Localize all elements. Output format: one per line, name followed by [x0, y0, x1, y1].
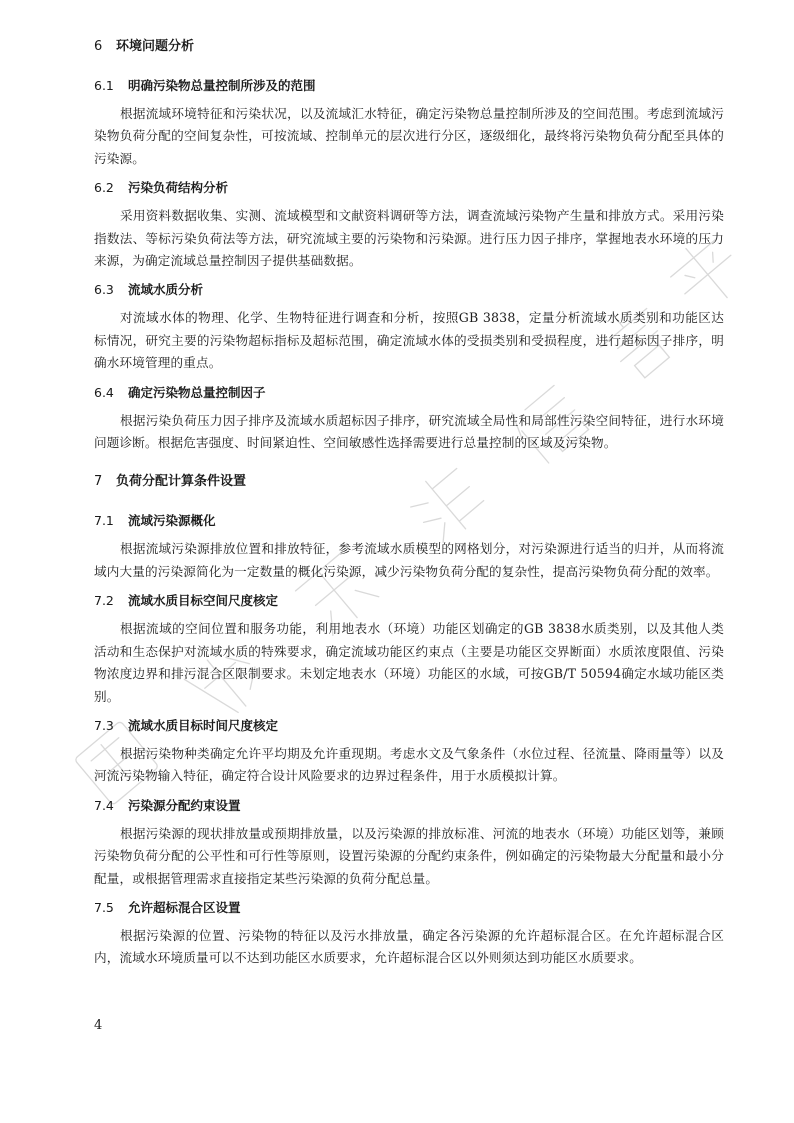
paragraph-6-4: 根据污染负荷压力因子排序及流域水质超标因子排序，研究流域全局性和局部性污染空间特征，进行水环境问题诊断。根据危害强度、时间紧迫性、空间敏感性选择需要进行总量控制的区域及污染物。 — [94, 412, 724, 451]
paragraph-6-3: 对流域水体的物理、化学、生物特征进行调查和分析，按照GB 3838，定量分析流域水质类别和功能区达标情况，研究主要的污染物超标指标及超标范围，确定流域水体的受损类别和受损程度，进行超标因子排序，明确水环境管理的重点。 — [94, 310, 724, 371]
subsection-heading-7-1: 7.1 流域污染源概化 — [94, 513, 216, 529]
page-number: 4 — [94, 1018, 103, 1033]
subsection-heading-7-5: 7.5 允许超标混合区设置 — [94, 899, 241, 915]
paragraph-7-5: 根据污染源的位置、污染物的特征以及污水排放量，确定各污染源的允许超标混合区。在允许超标混合区内，流域水环境质量可以不达到功能区水质要求，允许超标混合区以外则须达到功能区水质要求。 — [94, 927, 724, 966]
paragraph-7-3: 根据污染物种类确定允许平均期及允许重现期。考虑水文及气象条件（水位过程、径流量、降雨量等）以及河流污染物输入特征，确定符合设计风险要求的边界过程条件，用于水质模拟计算。 — [94, 745, 724, 784]
paragraph-7-2: 根据流域的空间位置和服务功能，利用地表水（环境）功能区划确定的GB 3838水质类别，以及其他人类活动和生态保护对流域水质的特殊要求，确定流域功能区约束点（主要是功能区交界断面）水质浓度限值、污染物浓度边界和排污混合区限制要求。未划定地表水（环境）功能区的水域，可按GB/T 50594确定水域功能区类别。 — [94, 621, 724, 704]
subsection-heading-6-3: 6.3 流域水质分析 — [94, 282, 204, 298]
section-heading-6: 6 环境问题分析 — [94, 39, 195, 54]
paragraph-7-4: 根据污染源的现状排放量或预期排放量，以及污染源的排放标准、河流的地表水（环境）功能区划等，兼顾污染物负荷分配的公平性和可行性等原则，设置污染源的分配约束条件，例如确定的污染物最大分配量和最小分配量，或根据管理需求直接指定某些污染源的负荷分配总量。 — [94, 825, 724, 886]
subsection-heading-6-1: 6.1 明确污染物总量控制所涉及的范围 — [94, 78, 316, 93]
subsection-heading-7-2: 7.2 流域水质目标空间尺度核定 — [94, 593, 279, 609]
paragraph-6-2: 采用资料数据收集、实测、流域模型和文献资料调研等方法，调查流域污染物产生量和排放方式。采用污染指数法、等标污染负荷法等方法，研究流域主要的污染物和污染源。进行压力因子排序，掌握地表水环境的压力来源，为确定流域总量控制因子提供基础数据。 — [94, 208, 724, 269]
paragraph-7-1: 根据流域污染源排放位置和排放特征，参考流域水质模型的网格划分，对污染源进行适当的归并，从而将流域内大量的污染源简化为一定数量的概化污染源，减少污染物负荷分配的复杂性，提高污染物负荷分配的效率。 — [94, 541, 724, 579]
subsection-heading-6-4: 6.4 确定污染物总量控制因子 — [94, 384, 266, 400]
subsection-heading-7-3: 7.3 流域水质目标时间尺度核定 — [94, 717, 279, 733]
section-heading-7: 7 负荷分配计算条件设置 — [94, 474, 247, 490]
subsection-heading-6-2: 6.2 污染负荷结构分析 — [94, 180, 229, 196]
document-content — [94, 36, 724, 977]
subsection-heading-7-4: 7.4 污染源分配约束设置 — [94, 797, 241, 813]
paragraph-6-1: 根据流域环境特征和污染状况，以及流域汇水特征，确定污染物总量控制所涉及的空间范围。考虑到流域污染物负荷分配的空间复杂性，可按流域、控制单元的层次进行分区，逐级细化，最终将污染物负荷分配至具体的污染源。 — [94, 106, 724, 166]
